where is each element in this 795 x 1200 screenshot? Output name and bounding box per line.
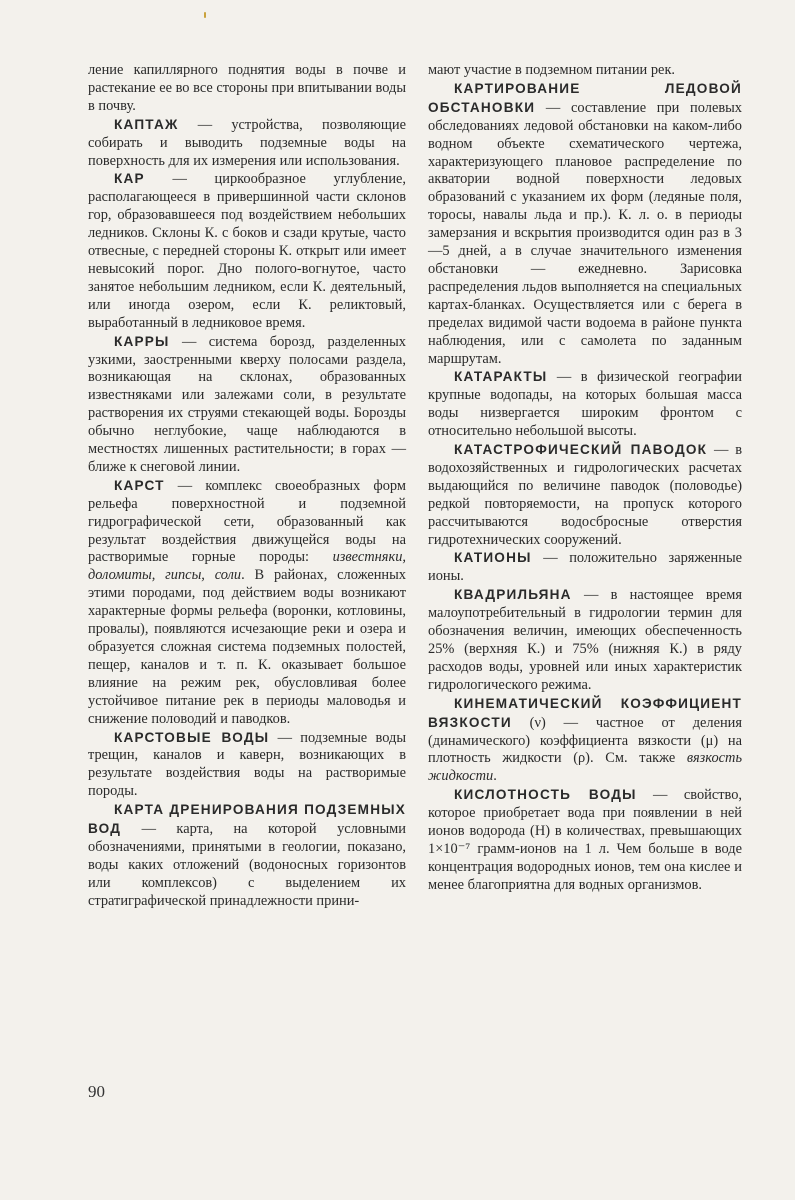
entry-term: КАПТАЖ [114,116,179,132]
entry-kar: КАР — циркообразное углубление, располагающееся в привершинной части склонов гор, образовавшееся под воздействием небольших ледников. Склоны К. с боков и сзади крутые, часто отвесные, с передней стороны К. открыт или имеет невысокий порог. Дно полого-вогнутое, часто занятое небольшим ледником, если К. деятельный, или иногда озером, если К. реликтовый, выработанный в ледниковое время. [88,171,406,331]
entry-term: КАР [114,171,145,187]
entry-kvadrilyana: КВАДРИЛЬЯНА — в настоящее время малоупотребительный в гидрологии термин для обозначения величин, имеющих обеспеченность 25% (верхняя К.) и 75% (нижняя К.) в ряду расходов воды, уровней или иных характеристик гидрологического режима. [428,587,742,693]
entry-kislotnost-vody: КИСЛОТНОСТЬ ВОДЫ — свойство, которое приобретает вода при появлении в ней ионов водорода (Н) в количествах, превышающих 1×10⁻⁷ грамм-ионов на 1 л. Чем больше в воде концентрация водородных ионов, тем она кислее и менее благоприятна для водных организмов. [428,787,743,893]
entry-term: КИСЛОТНОСТЬ ВОДЫ [454,787,637,803]
entry-term: КВАДРИЛЬЯНА [454,587,572,603]
entry-karst: КАРСТ — комплекс своеобразных форм рельефа поверхностной и подземной гидрографической сети, образованный как результат воздействия движущейся воды на растворимые горные породы: известняки, доломиты, гипсы, соли. В районах, сложенных этими породами, под действием воды возникают характерные формы рельефа (воронки, котловины, провалы), появляются исчезающие реки и озера и образуется сложная система подземных полостей, пещер, каналов и т. п. К. оказывает большое влияние на режим рек, обусловливая более устойчивое питание рек в периоды маловодья и снижение половодий и паводков. [88,477,406,727]
entry-kationy: КАТИОНЫ — положительно заряженные ионы. [428,550,742,585]
entry-term: КАТАСТРОФИЧЕСКИЙ ПАВОДОК [454,442,708,458]
entry-term: КИНЕМАТИЧЕСКИЙ КОЭФФИЦИЕНТ ВЯЗКОСТИ [428,695,742,730]
entry-term: КАРТА ДРЕНИРОВАНИЯ ПОДЗЕМНЫХ ВОД [88,802,406,837]
entry-term: КАРСТ [114,477,165,493]
entry-term: КАРТИРОВАНИЕ ЛЕДОВОЙ ОБСТАНОВКИ [428,80,742,115]
left-column [88,62,406,911]
entry-continuation: мают участие в подземном питании рек. [428,62,676,78]
entry-kartirovanie: КАРТИРОВАНИЕ ЛЕДОВОЙ ОБСТАНОВКИ — составление при полевых обследованиях ледовой обстановки на каком-либо водном объекте схематического чертежа, характеризующего плановое распределение по акватории водной поверхности ледовых образований с указанием их форм (ледяные поля, торосы, навалы льда и пр.). К. л. о. в периоды замерзания и вскрытия производится один раз в 3—5 дней, а в случае значительного изменения обстановки — ежедневно. Зарисовка распределения льдов выполняется на специальных картах-бланках. Осуществляется или с берега в пределах видимой части водоема в районе пункта наблюдения, или с самолета по заданным маршрутам. [428,80,742,367]
print-speck [204,12,206,18]
entry-karta-drenirovaniya: КАРТА ДРЕНИРОВАНИЯ ПОДЗЕМНЫХ ВОД — карта, на которой условными обозначениями, принятыми в геологии, показано, воды каких отложений (водоносных горизонтов или комплексов) с выделением их стратиграфической принадлежности прини- [88,802,406,909]
entry-karry: КАРРЫ — система борозд, разделенных узкими, заостренными кверху полосами раздела, возникающая на склонах, образованных известняками или залежами соли, в результате растворения их струями стекающей воды. Борозды обычно неглубокие, чаще наблюдаются в местностях лишенных растительности; в горах — ближе к снеговой линии. [88,333,406,475]
entry-kaptazh: КАПТАЖ — устройства, позволяющие собирать и выводить подземные воды на поверхность для их измерения или использования. [88,116,406,169]
entry-kinematicheskiy-koeff: КИНЕМАТИЧЕСКИЙ КОЭФФИЦИЕНТ ВЯЗКОСТИ (ν) — частное от деления (динамического) коэффициента вязкости (μ) на плотность жидкости (ρ). См. также вязкость жидкости. [428,695,742,785]
entry-katastroficheskiy-pavodok: КАТАСТРОФИЧЕСКИЙ ПАВОДОК — в водохозяйственных и гидрологических расчетах выдающийся по величине паводок (половодье) редкой повторяемости, на пропуск которого рассчитываются водосбросные отверстия гидротехнических сооружений. [428,442,743,548]
entry-term: КАТИОНЫ [454,550,532,566]
entry-term: КАТАРАКТЫ [454,369,548,385]
right-column [428,62,742,895]
entry-karstovye-vody: КАРСТОВЫЕ ВОДЫ — подземные воды трещин, каналов и каверн, возникающих в результате воздействия воды на растворимые породы. [88,729,406,800]
entry-term: КАРСТОВЫЕ ВОДЫ [114,729,270,745]
entry-term: КАРРЫ [114,333,170,349]
page-number: 90 [88,1082,105,1101]
entry-continuation: ление капиллярного поднятия воды в почве и растекание ее во все стороны при впитывании воды в почву. [88,62,406,114]
entry-katarakty: КАТАРАКТЫ — в физической географии крупные водопады, на которых большая масса воды низвергается широким фронтом с относительно небольшой высоты. [428,369,742,440]
